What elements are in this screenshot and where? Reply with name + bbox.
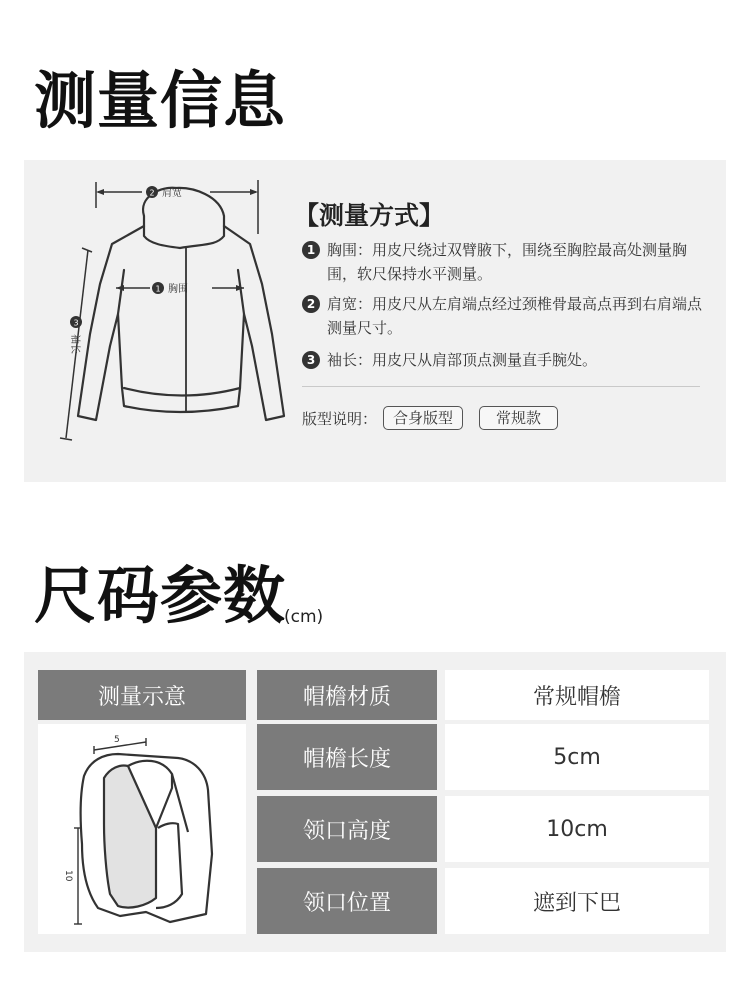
row-value-collar-position: 遮到下巴 <box>445 868 709 934</box>
hood-width-label: 5 <box>114 735 120 745</box>
sleeve-label: 袖长 <box>69 334 80 354</box>
chest-label: 胸围 <box>168 284 188 295</box>
measure-item-chest <box>302 238 702 286</box>
hood-diagram-panel <box>38 724 246 934</box>
fit-description <box>302 406 558 430</box>
row-label-collar-height: 领口高度 <box>257 796 437 862</box>
fit-tag-regular: 常规款 <box>479 406 558 430</box>
number-badge: 1 <box>302 241 320 259</box>
measure-item-text: 胸围：用皮尺绕过双臂腋下，围绕至胸腔最高处测量胸围，软尺保持水平测量。 <box>327 241 688 283</box>
row-label-collar-position: 领口位置 <box>257 868 437 934</box>
unit-label: (cm) <box>284 607 324 627</box>
measure-item-sleeve <box>302 348 702 372</box>
row-value-collar-height: 10cm <box>445 796 709 862</box>
shoulder-number: 2 <box>149 188 155 198</box>
chest-number: 1 <box>155 284 161 294</box>
number-badge: 2 <box>302 295 320 313</box>
row-label-brim-material: 帽檐材质 <box>257 670 437 720</box>
measure-info-title: 测量信息 <box>34 64 287 137</box>
divider <box>302 386 700 387</box>
fit-tag-fitted: 合身版型 <box>383 406 463 430</box>
size-params-title: 尺码参数 <box>34 559 287 632</box>
fit-label: 版型说明： <box>302 409 378 428</box>
jacket-diagram <box>52 174 292 464</box>
hood-diagram <box>38 724 246 934</box>
measure-item-shoulder <box>302 292 702 340</box>
sleeve-number: 3 <box>73 318 79 328</box>
diagram-header: 测量示意 <box>38 670 246 720</box>
number-badge: 3 <box>302 351 320 369</box>
measure-item-text: 肩宽：用皮尺从左肩端点经过颈椎骨最高点再到右肩端点测量尺寸。 <box>327 295 703 337</box>
shoulder-label: 肩宽 <box>162 188 182 199</box>
row-value-brim-length: 5cm <box>445 724 709 790</box>
measure-card <box>24 160 726 482</box>
row-label-brim-length: 帽檐长度 <box>257 724 437 790</box>
measure-item-text: 袖长：用皮尺从肩部顶点测量直手腕处。 <box>327 351 598 369</box>
hood-height-label: 10 <box>63 870 73 882</box>
row-value-brim-material: 常规帽檐 <box>445 670 709 720</box>
size-table <box>24 652 726 952</box>
measure-method-heading: 【测量方式】 <box>294 201 445 230</box>
